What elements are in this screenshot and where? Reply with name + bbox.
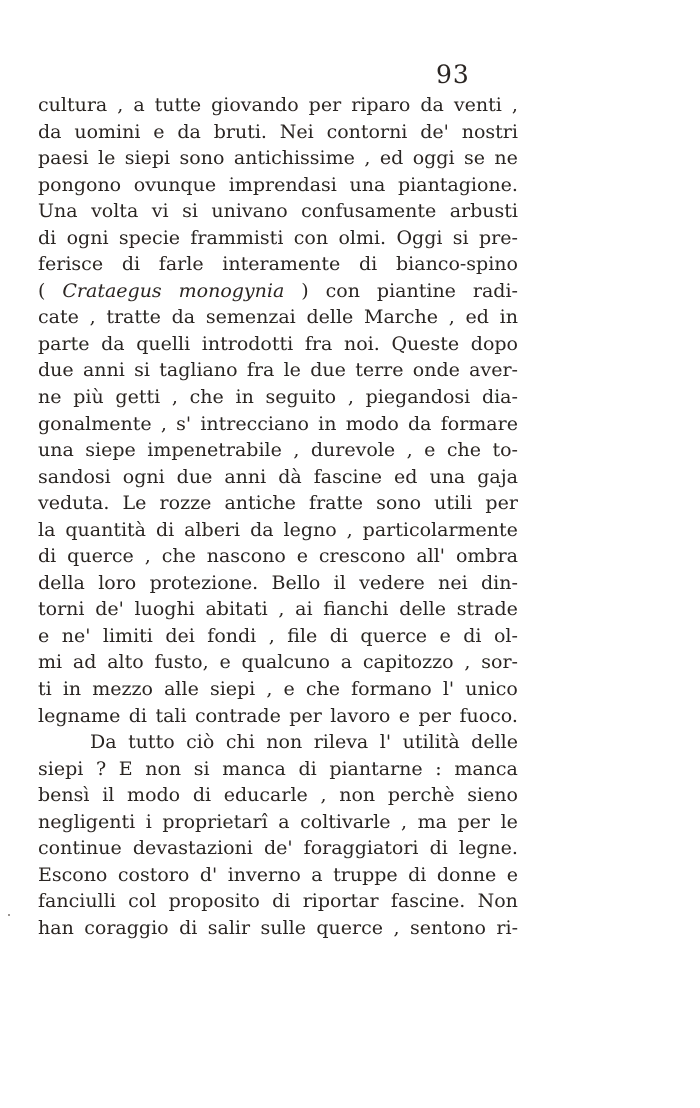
text-line: bensì il modo di educarle , non perchè sieno	[38, 784, 518, 807]
text-line: di ogni specie frammisti con olmi. Oggi si pre-	[38, 226, 518, 249]
text-line: della loro protezione. Bello il vedere nei din-	[38, 571, 518, 594]
text-line: gonalmente , s' intrecciano in modo da formare	[38, 412, 518, 435]
text-line: cultura , a tutte giovando per riparo da venti ,	[38, 94, 518, 116]
text-line: paesi le siepi sono antichissime , ed oggi se ne	[38, 147, 518, 170]
text-line: ti in mezzo alle siepi , e che formano l' unico	[38, 678, 518, 701]
text-line: ( Crataegus monogynia ) con piantine radi-	[38, 279, 518, 302]
body-text	[38, 92, 518, 942]
text-line: veduta. Le rozze antiche fratte sono utili per	[38, 492, 518, 515]
text-line: di querce , che nascono e crescono all' ombra	[38, 545, 518, 568]
text-line: torni de' luoghi abitati , ai fianchi delle strade	[38, 598, 518, 621]
text-line: continue devastazioni de' foraggiatori di legne.	[38, 837, 518, 860]
text-line: mi ad alto fusto, e qualcuno a capitozzo , sor-	[38, 651, 518, 674]
text-line: da uomini e da bruti. Nei contorni de' nostri	[38, 120, 518, 143]
text-line: Una volta vi si univano confusamente arbusti	[38, 200, 518, 223]
text-line: due anni si tagliano fra le due terre onde aver-	[38, 359, 518, 382]
text-line: ne più getti , che in seguito , piegandosi dia-	[38, 386, 518, 409]
text-line: la quantità di alberi da legno , particolarmente	[38, 518, 518, 541]
text-line: sandosi ogni due anni dà fascine ed una gaja	[38, 465, 518, 488]
margin-mark	[8, 914, 10, 916]
text-line: fanciulli col proposito di riportar fascine. Non	[38, 890, 518, 913]
text-line: una siepe impenetrabile , durevole , e che to-	[38, 439, 518, 462]
text-line: negligenti i proprietarî a coltivarle , ma per le	[38, 810, 518, 833]
text-line: pongono ovunque imprendasi una piantagione.	[38, 173, 518, 196]
text-line: parte da quelli introdotti fra noi. Queste dopo	[38, 332, 518, 355]
text-line: han coraggio di salir sulle querce , sentono ri-	[38, 916, 518, 939]
text-line: legname di tali contrade per lavoro e per fuoco.	[38, 704, 518, 727]
page-number: 93	[436, 60, 470, 89]
text-line: cate , tratte da semenzai delle Marche , ed in	[38, 306, 518, 329]
text-line: e ne' limiti dei fondi , file di querce e di ol-	[38, 624, 518, 647]
text-line: Escono costoro d' inverno a truppe di donne e	[38, 863, 518, 886]
text-line: ferisce di farle interamente di bianco-spino	[38, 253, 518, 276]
text-line: siepi ? E non si manca di piantarne : manca	[38, 757, 518, 780]
text-line: Da tutto ciò chi non rileva l' utilità delle	[90, 731, 518, 754]
